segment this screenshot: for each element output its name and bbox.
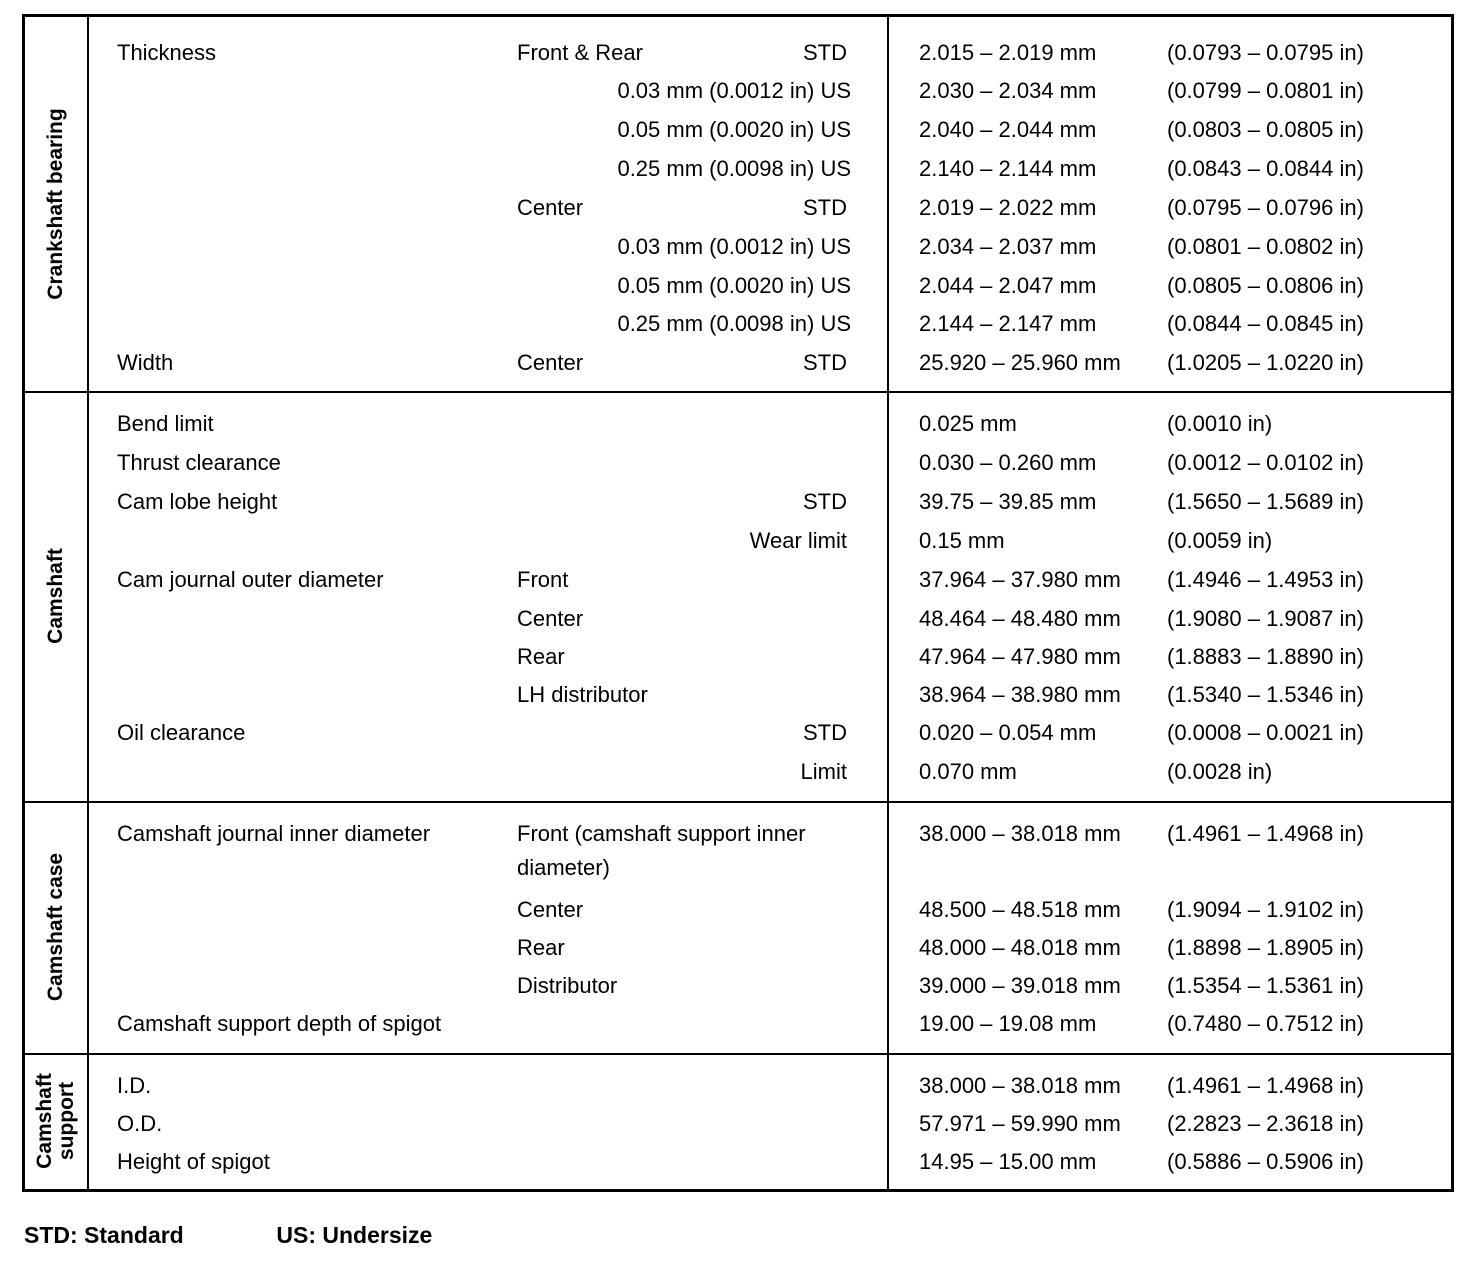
value-mm: 14.95 – 15.00 mm xyxy=(919,1149,1097,1174)
std-label: Limit xyxy=(800,759,847,784)
value-in: (0.0805 – 0.0806 in) xyxy=(1167,273,1364,298)
value-in: (0.0801 – 0.0802 in) xyxy=(1167,234,1364,259)
value-mm: 2.040 – 2.044 mm xyxy=(919,117,1097,142)
value-mm: 19.00 – 19.08 mm xyxy=(919,1011,1097,1036)
table-row xyxy=(25,718,1451,748)
value-mm: 0.025 mm xyxy=(919,411,1017,436)
value-mm: 2.034 – 2.037 mm xyxy=(919,234,1097,259)
value-in: (0.0010 in) xyxy=(1167,411,1273,436)
item-label: Cam lobe height xyxy=(117,489,278,514)
condition-label: 0.05 mm (0.0020 in) US xyxy=(617,273,851,298)
table-row xyxy=(25,38,1451,68)
condition-label: Rear xyxy=(517,935,565,960)
value-mm: 0.070 mm xyxy=(919,759,1017,784)
table-row xyxy=(25,933,1451,963)
value-mm: 48.500 – 48.518 mm xyxy=(919,897,1121,922)
std-legend: STD: Standard xyxy=(24,1222,184,1248)
std-label: STD xyxy=(803,350,847,375)
section-label-line: support xyxy=(55,1081,78,1161)
section-label: Crankshaft bearing xyxy=(44,108,67,300)
section-crankshaft-bearing xyxy=(25,17,1451,391)
table-row xyxy=(25,1009,1451,1039)
value-mm: 38.000 – 38.018 mm xyxy=(919,821,1121,846)
value-mm: 47.964 – 47.980 mm xyxy=(919,644,1121,669)
table-row xyxy=(25,1147,1451,1177)
item-label: O.D. xyxy=(117,1111,163,1136)
item-label: Oil clearance xyxy=(117,720,246,745)
table-row xyxy=(25,448,1451,478)
value-mm: 2.019 – 2.022 mm xyxy=(919,195,1097,220)
condition-label: Center xyxy=(517,606,584,631)
value-in: (0.0795 – 0.0796 in) xyxy=(1167,195,1364,220)
value-mm: 2.144 – 2.147 mm xyxy=(919,311,1097,336)
value-mm: 0.020 – 0.054 mm xyxy=(919,720,1097,745)
condition-label: 0.03 mm (0.0012 in) US xyxy=(617,78,851,103)
value-in: (0.0008 – 0.0021 in) xyxy=(1167,720,1364,745)
value-in: (0.0843 – 0.0844 in) xyxy=(1167,156,1364,181)
table-row xyxy=(25,76,1451,106)
value-in: (0.0793 – 0.0795 in) xyxy=(1167,40,1364,65)
std-label: STD xyxy=(803,195,847,220)
value-mm: 57.971 – 59.990 mm xyxy=(919,1111,1121,1136)
value-in: (2.2823 – 2.3618 in) xyxy=(1167,1111,1364,1136)
condition-label: Center xyxy=(517,350,584,375)
value-in: (1.5650 – 1.5689 in) xyxy=(1167,489,1364,514)
value-mm: 0.15 mm xyxy=(919,528,1005,553)
section-label: Camshaft case xyxy=(44,852,67,1002)
item-label: Camshaft support depth of spigot xyxy=(117,1011,442,1036)
value-mm: 0.030 – 0.260 mm xyxy=(919,450,1097,475)
table-row xyxy=(25,971,1451,1001)
table-row xyxy=(25,348,1451,378)
value-in: (1.8898 – 1.8905 in) xyxy=(1167,935,1364,960)
condition-label: Front xyxy=(517,567,569,592)
value-in: (1.9094 – 1.9102 in) xyxy=(1167,897,1364,922)
item-label: Thrust clearance xyxy=(117,450,281,475)
table-row xyxy=(25,271,1451,301)
condition-label: diameter) xyxy=(517,855,610,880)
table-row xyxy=(25,604,1451,634)
value-in: (0.0799 – 0.0801 in) xyxy=(1167,78,1364,103)
table-row xyxy=(25,642,1451,672)
value-mm: 2.015 – 2.019 mm xyxy=(919,40,1097,65)
table-row xyxy=(25,115,1451,145)
value-mm: 38.000 – 38.018 mm xyxy=(919,1073,1121,1098)
section-camshaft xyxy=(25,391,1451,801)
value-in: (1.0205 – 1.0220 in) xyxy=(1167,350,1364,375)
std-label: STD xyxy=(803,720,847,745)
condition-label: Center xyxy=(517,897,584,922)
section-label: Camshaft xyxy=(44,548,67,644)
value-mm: 25.920 – 25.960 mm xyxy=(919,350,1121,375)
table-row xyxy=(25,154,1451,184)
value-in: (1.8883 – 1.8890 in) xyxy=(1167,644,1364,669)
item-label: Camshaft journal inner diameter xyxy=(117,821,431,846)
value-in: (1.4961 – 1.4968 in) xyxy=(1167,821,1364,846)
item-label: Height of spigot xyxy=(117,1149,270,1174)
condition-label: Front & Rear xyxy=(517,40,643,65)
value-mm: 39.000 – 39.018 mm xyxy=(919,973,1121,998)
value-mm: 38.964 – 38.980 mm xyxy=(919,682,1121,707)
value-in: (0.0844 – 0.0845 in) xyxy=(1167,311,1364,336)
value-in: (0.0803 – 0.0805 in) xyxy=(1167,117,1364,142)
condition-label: 0.25 mm (0.0098 in) US xyxy=(617,156,851,181)
condition-label: LH distributor xyxy=(517,682,648,707)
item-label: Cam journal outer diameter xyxy=(117,567,384,592)
condition-label: 0.05 mm (0.0020 in) US xyxy=(617,117,851,142)
condition-label: Distributor xyxy=(517,973,618,998)
value-mm: 48.464 – 48.480 mm xyxy=(919,606,1121,631)
table-row xyxy=(25,526,1451,556)
table-row xyxy=(25,409,1451,439)
section-camshaft-support xyxy=(25,1053,1451,1189)
abbreviation-legend xyxy=(24,1222,432,1249)
table-row xyxy=(25,309,1451,339)
value-mm: 37.964 – 37.980 mm xyxy=(919,567,1121,592)
table-row xyxy=(25,193,1451,223)
item-label: Thickness xyxy=(117,40,217,65)
value-in: (0.0012 – 0.0102 in) xyxy=(1167,450,1364,475)
value-mm: 2.030 – 2.034 mm xyxy=(919,78,1097,103)
table-row xyxy=(25,487,1451,517)
value-mm: 48.000 – 48.018 mm xyxy=(919,935,1121,960)
item-label: I.D. xyxy=(117,1073,152,1098)
table-row xyxy=(25,565,1451,595)
value-mm: 2.044 – 2.047 mm xyxy=(919,273,1097,298)
value-in: (1.4961 – 1.4968 in) xyxy=(1167,1073,1364,1098)
std-label: STD xyxy=(803,40,847,65)
value-in: (1.9080 – 1.9087 in) xyxy=(1167,606,1364,631)
us-legend: US: Undersize xyxy=(276,1222,433,1248)
value-in: (0.7480 – 0.7512 in) xyxy=(1167,1011,1364,1036)
table-row xyxy=(25,819,1451,849)
condition-label: 0.03 mm (0.0012 in) US xyxy=(617,234,851,259)
table-row xyxy=(25,757,1451,787)
std-label: Wear limit xyxy=(749,528,847,553)
value-in: (1.5354 – 1.5361 in) xyxy=(1167,973,1364,998)
value-mm: 39.75 – 39.85 mm xyxy=(919,489,1097,514)
value-in: (1.4946 – 1.4953 in) xyxy=(1167,567,1364,592)
value-in: (1.5340 – 1.5346 in) xyxy=(1167,682,1364,707)
condition-label: Rear xyxy=(517,644,565,669)
section-label-line: Camshaft xyxy=(33,1073,56,1169)
table-row xyxy=(25,1109,1451,1139)
table-row xyxy=(25,1071,1451,1101)
value-in: (0.5886 – 0.5906 in) xyxy=(1167,1149,1364,1174)
table-row xyxy=(25,232,1451,262)
spec-table xyxy=(22,14,1454,1192)
condition-label: Front (camshaft support inner xyxy=(517,821,806,846)
value-mm: 2.140 – 2.144 mm xyxy=(919,156,1097,181)
condition-label: 0.25 mm (0.0098 in) US xyxy=(617,311,851,336)
value-in: (0.0059 in) xyxy=(1167,528,1273,553)
table-row xyxy=(25,853,1451,883)
item-label: Width xyxy=(117,350,174,375)
section-camshaft-case xyxy=(25,801,1451,1053)
condition-label: Center xyxy=(517,195,584,220)
item-label: Bend limit xyxy=(117,411,214,436)
table-row xyxy=(25,895,1451,925)
std-label: STD xyxy=(803,489,847,514)
table-row xyxy=(25,680,1451,710)
value-in: (0.0028 in) xyxy=(1167,759,1273,784)
